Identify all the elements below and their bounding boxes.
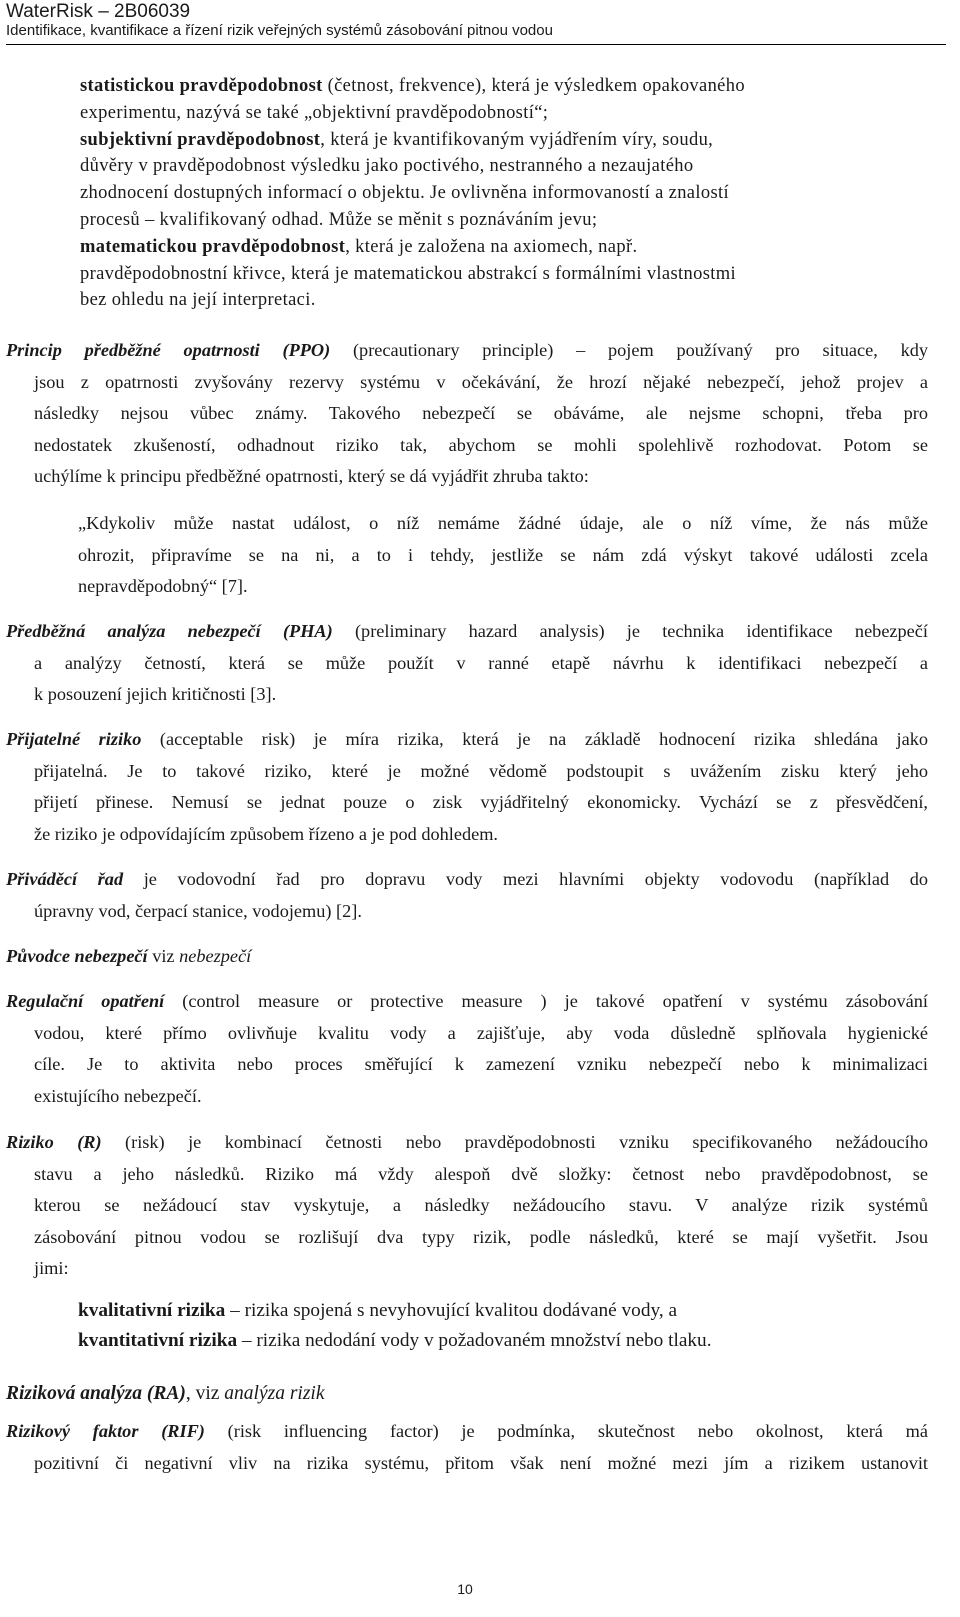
list-item: kvalitativní rizika – rizika spojená s nevyhovující kvalitou dodávané vody, a (78, 1300, 678, 1321)
list-item: kvantitativní rizika – rizika nedodání vody v požadovaném množství nebo tlaku. (78, 1330, 712, 1351)
document-subtitle: Identifikace, kvantifikace a řízení rizik veřejných systémů zásobování pitnou vodou (6, 22, 553, 39)
term-statistical-probability: statistickou pravděpodobnost (80, 76, 323, 96)
glossary-term: Předběžná analýza nebezpečí (PHA) (6, 621, 333, 641)
glossary-term: Riziko (R) (6, 1132, 102, 1152)
probability-types-list (80, 73, 940, 314)
glossary-term: Riziková analýza (RA) (6, 1383, 186, 1404)
glossary-term: Původce nebezpečí (6, 946, 148, 966)
glossary-term: Princip předběžné opatrnosti (PPO) (6, 340, 331, 360)
list-line: matematickou pravděpodobnost, která je založena na axiomech, např. (80, 236, 638, 257)
cross-reference: analýza rizik (224, 1383, 325, 1404)
cross-reference: nebezpečí (179, 946, 252, 966)
term-qualitative-risks: kvalitativní rizika (78, 1300, 226, 1321)
list-line: důvěry v pravděpodobnost výsledku jako poctivého, nestranného a nezaujatého (80, 156, 694, 177)
glossary-term: Rizikový faktor (RIF) (6, 1421, 205, 1441)
glossary-entry-risk-analysis: Riziková analýza (RA), viz analýza rizik (6, 1383, 325, 1404)
page-number: 10 (457, 1581, 473, 1597)
term-mathematical-probability: matematickou pravděpodobnost (80, 236, 346, 257)
glossary-term: Regulační opatření (6, 991, 165, 1011)
list-line: procesů – kvalifikovaný odhad. Může se měnit s poznáváním jevu; (80, 209, 598, 230)
risk-types-list (78, 1296, 938, 1356)
list-line: experimentu, nazývá se také „objektivní pravděpodobností“; (80, 102, 549, 123)
glossary-entry-pha: Předběžná analýza nebezpečí (PHA) (preliminary hazard analysis) je technika identifikace nebezpečí a analýzy četností, která se může použít v ranné etapě návrhu k identifikaci nebezpečí a k posouzení jejich kritičnosti [3]. (6, 621, 928, 705)
list-line: zhodnocení dostupných informací o objektu. Je ovlivněna informovaností a znalostí (80, 183, 729, 204)
glossary-entry-supply-main: Přiváděcí řad je vodovodní řad pro dopravu vody mezi hlavními objekty vodovodu (například do úpravny vod, čerpací stanice, vodojemu) [2]. (6, 869, 929, 921)
term-quantitative-risks: kvantitativní rizika (78, 1330, 238, 1351)
glossary-entry-control-measure: Regulační opatření (control measure or protective measure ) je takové opatření v systému zásobování vodou, které přímo ovlivňuje kvalitu vody a zajišťuje, aby voda důsledně splňovala hygienické cíle. Je to aktivita nebo proces směřující k zamezení vzniku nebezpečí nebo k minimalizaci existujícího nebezpečí. (6, 991, 928, 1106)
glossary-entry-rif: Rizikový faktor (RIF) (risk influencing factor) je podmínka, skutečnost nebo okolnost, která má pozitivní či negativní vliv na rizika systému, přitom však není možné mezi jím a rizikem ustanovit (6, 1421, 928, 1473)
list-line: subjektivní pravděpodobnost, která je kvantifikovaným vyjádřením víry, soudu, (80, 129, 714, 150)
glossary-entry-hazard-source: Původce nebezpečí viz nebezpečí (6, 946, 252, 966)
ppo-quotation: „Kdykoliv může nastat událost, o níž nemáme žádné údaje, ale o níž víme, že nás může ohrozit, připravíme se na ni, a to i tehdy, jestliže se nám zdá výskyt takové události zcela nepravděpodobný“ [7]. (78, 513, 928, 597)
page-header (6, 0, 946, 45)
glossary-entry-risk: Riziko (R) (risk) je kombinací četnosti nebo pravděpodobnosti vzniku specifikovaného nežádoucího stavu a jeho následků. Riziko má vždy alespoň dvě složky: četnost nebo pravděpodobnost, se kterou se nežádoucí stav vyskytuje, a následky nežádoucího stavu. V analýze rizik systémů zásobování pitnou vodou se rozlišují dva typy rizik, podle následků, které se mají vyšetřit. Jsou jimi: (6, 1132, 928, 1279)
glossary-entry-acceptable-risk: Přijatelné riziko (acceptable risk) je míra rizika, která je na základě hodnocení rizika shledána jako přijatelná. Je to takové riziko, které je možné vědomě podstoupit s uvážením zisku který jeho přijetí přinese. Nemusí se jednat pouze o zisk vyjádřitelný ekonomicky. Vychází se z přesvědčení, že riziko je odpovídajícím způsobem řízeno a je pod dohledem. (6, 729, 929, 844)
glossary-entry-ppo: Princip předběžné opatrnosti (PPO) (precautionary principle) – pojem používaný pro situace, kdy jsou z opatrnosti zvyšovány rezervy systému v očekávání, že hrozí nějaké nebezpečí, jehož projev a následky nejsou vůbec známy. Takového nebezpečí se obáváme, ale nejsme schopni, třeba pro nedostatek zkušeností, odhadnout riziko tak, abychom se mohli spolehlivě rozhodovat. Potom se uchýlíme k principu předběžné opatrnosti, který se dá vyjádřit zhruba takto: (6, 340, 929, 487)
list-line: bez ohledu na její interpretaci. (80, 290, 316, 311)
glossary-term: Přijatelné riziko (6, 729, 142, 749)
document-title: WaterRisk – 2B06039 (6, 1, 191, 22)
term-subjective-probability: subjektivní pravděpodobnost (80, 129, 321, 150)
list-line: statistickou pravděpodobnost (četnost, frekvence), která je výsledkem opakovaného (80, 76, 745, 96)
list-line: pravděpodobnostní křivce, která je matematickou abstrakcí s formálními vlastnostmi (80, 263, 736, 284)
glossary-term: Přiváděcí řad (6, 869, 124, 889)
